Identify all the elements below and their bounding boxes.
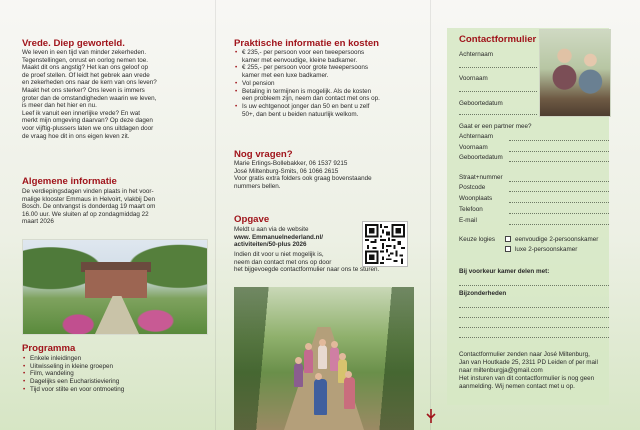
field-label: Straat+nummer <box>459 174 503 181</box>
input-line-bijzonderheden-1[interactable] <box>459 307 609 308</box>
text-line: We leven in een tijd van minder zekerheden. <box>22 49 147 56</box>
heading-contactformulier: Contactformulier <box>459 34 537 45</box>
text-line: • Vol pension <box>242 79 275 87</box>
heading-praktische-informatie: Praktische informatie en kosten <box>234 38 380 49</box>
text-line: 16.00 uur. We sluiten af op zondagmiddag 22 <box>22 210 149 218</box>
heading-algemene-informatie: Algemene informatie <box>22 176 117 187</box>
input-line-partner-geboortedatum[interactable] <box>509 161 609 162</box>
list-item <box>234 88 414 103</box>
field-label: E-mail <box>459 217 477 224</box>
field-label: Achternaam <box>459 51 493 58</box>
list-item: • Dagelijks een Eucharistieviering <box>22 378 124 386</box>
list-item <box>234 103 414 118</box>
text-line: • € 255,- per persoon voor grote tweepersoons <box>242 64 369 72</box>
option-label: luxe 2-persoonskamer <box>515 246 578 253</box>
input-line-email[interactable] <box>509 224 609 225</box>
photo-detail <box>318 345 327 369</box>
photo-detail <box>85 270 147 298</box>
photo-detail <box>344 377 355 409</box>
logo-mark-icon <box>426 408 436 424</box>
text-line: Contactformulier zenden naar José Miltenburg, <box>459 351 590 358</box>
list-item <box>234 80 414 88</box>
text-line: Meldt u aan via de website <box>234 226 309 233</box>
input-line-voorkeur[interactable] <box>459 285 609 286</box>
text-line: Het insturen van dit contactformulier is nog geen <box>459 374 595 382</box>
email-link[interactable]: naar miltenburgja@gmail.com <box>459 366 543 374</box>
website-link[interactable]: www. Emmanuelnederland.nl/ <box>234 233 323 241</box>
list-item: • Film, wandeling <box>22 370 124 378</box>
field-label: Geboortedatum <box>459 154 503 161</box>
text-line: het bijgevoegde contactformulier naar ons te sturen. <box>234 266 380 274</box>
vrede-text <box>22 49 208 140</box>
text-line: malige klooster Emmaus in Helvoirt, vlakbij Den <box>22 195 155 203</box>
keuze-option-luxe[interactable] <box>505 246 577 254</box>
text-line: • Betaling in termijnen is mogelijk. Als de kosten <box>242 87 372 95</box>
photo-monastery <box>22 239 208 335</box>
keuze-option-eenvoudig[interactable] <box>505 236 598 244</box>
text-line: 50+, dan bent u beiden natuurlijk welkom. <box>242 110 359 118</box>
website-link[interactable]: activiteiten/50-plus 2026 <box>234 241 307 249</box>
text-line: de proef stellen. Of leidt het gebrek aan vrede <box>22 71 150 79</box>
opgave-intro <box>234 226 362 249</box>
list-item <box>234 49 414 64</box>
field-label: Voornaam <box>459 144 488 151</box>
input-line-postcode[interactable] <box>509 191 609 192</box>
text-line: De verdiepingsdagen vinden plaats in het voor- <box>22 188 154 195</box>
field-label: Achternaam <box>459 133 493 140</box>
nog-vragen-text <box>234 160 414 190</box>
text-line: Indien dit voor u niet mogelijk is, <box>234 251 324 258</box>
text-line: de vraag hoe dit in ons eigen leven zit. <box>22 132 130 140</box>
text-line: Marie Erlings-Bollebakker, 06 1537 9215 <box>234 160 348 167</box>
input-line-straat[interactable] <box>509 181 609 182</box>
text-line: • € 235,- per persoon voor een tweepersoons <box>242 49 365 56</box>
checkbox-eenvoudig[interactable] <box>505 236 511 242</box>
voorkeur-label: Bij voorkeur kamer delen met: <box>459 268 550 275</box>
text-line: en zekerheden ons naar de kern van ons leven? <box>22 79 157 87</box>
text-line: kamer met een luxe badkamer. <box>242 72 329 80</box>
partner-question: Gaat er een partner mee? <box>459 123 532 130</box>
text-line: Bosch. De ontvangst is donderdag 19 maart om <box>22 203 156 211</box>
text-line: een probleem zijn, neem dan contact met ons op. <box>242 95 380 103</box>
text-line: Maakt dit ons angstig? Het kan ons geloof op <box>22 64 149 72</box>
input-line-voornaam[interactable] <box>459 91 537 92</box>
text-line: Voor gratis extra folders ook graag bovenstaande <box>234 175 372 183</box>
column-middle <box>234 0 414 430</box>
column-right <box>447 0 625 430</box>
photo-detail <box>294 363 303 387</box>
input-line-bijzonderheden-4[interactable] <box>459 337 609 338</box>
input-line-telefoon[interactable] <box>509 213 609 214</box>
heading-programma: Programma <box>22 343 76 354</box>
text-line: Leef ik vanuit een innerlijke vrede? En wat <box>22 109 140 117</box>
bijzonderheden-label: Bijzonderheden <box>459 290 507 297</box>
text-line: is meer dan het hier en nu. <box>22 102 97 110</box>
text-line: maart 2026 <box>22 218 54 226</box>
algemene-informatie-text <box>22 188 208 226</box>
form-footer-text <box>459 351 619 391</box>
checkbox-luxe[interactable] <box>505 246 511 252</box>
photo-walking-group <box>234 287 414 430</box>
fold-line <box>430 0 431 430</box>
column-left <box>22 0 208 430</box>
input-line-achternaam[interactable] <box>459 67 537 68</box>
input-line-partner-voornaam[interactable] <box>509 151 609 152</box>
text-line: Jan van Houtkade 25, 2311 PD Leiden of per mail <box>459 358 598 366</box>
heading-vrede: Vrede. Diep geworteld. <box>22 38 125 49</box>
fold-line <box>215 0 216 430</box>
list-item: • Tijd voor stilte en voor ontmoeting <box>22 386 124 394</box>
field-label: Voornaam <box>459 75 488 82</box>
text-line: Tegenstellingen, onrust en oorlog nemen toe. <box>22 56 149 64</box>
photo-two-women <box>539 29 611 117</box>
text-line: merkt mijn omgeving daarvan? Op deze dagen <box>22 117 153 125</box>
field-label: Telefoon <box>459 206 483 213</box>
text-line: Maakt het ons sterker? Ons leven is immers <box>22 86 145 94</box>
field-label: Postcode <box>459 184 486 191</box>
photo-detail <box>304 349 313 373</box>
input-line-woonplaats[interactable] <box>509 202 609 203</box>
programma-list <box>22 355 124 394</box>
list-item <box>234 64 414 79</box>
input-line-geboortedatum[interactable] <box>459 114 537 115</box>
text-line: groter dan de omstandigheden waarin we leven, <box>22 94 157 102</box>
praktische-list <box>234 49 414 118</box>
field-label: Geboortedatum <box>459 100 503 107</box>
input-line-bijzonderheden-3[interactable] <box>459 327 609 328</box>
heading-opgave: Opgave <box>234 214 270 225</box>
text-line: aanmelding. Wij nemen contact met u op. <box>459 382 575 390</box>
text-line: voor vijftig-plussers laten we ons uitdagen door <box>22 124 154 132</box>
keuze-logies-label: Keuze logies <box>459 236 496 243</box>
text-line: kamer met eenvoudige, kleine badkamer. <box>242 56 358 64</box>
text-line: • Is uw echtgenoot jonger dan 50 en bent u zelf <box>242 102 370 110</box>
list-item: • Uitwisseling in kleine groepen <box>22 363 124 371</box>
text-line: José Miltenburg-Smits, 06 1066 2615 <box>234 167 339 175</box>
photo-detail <box>314 379 327 415</box>
text-line: nummers bellen. <box>234 182 281 190</box>
text-line: neem dan contact met ons op door <box>234 258 332 266</box>
opgave-text <box>234 251 414 274</box>
photo-detail <box>95 296 139 334</box>
option-label: eenvoudige 2-persoonskamer <box>515 236 599 243</box>
input-line-partner-achternaam[interactable] <box>509 140 609 141</box>
input-line-bijzonderheden-2[interactable] <box>459 317 609 318</box>
field-label: Woonplaats <box>459 195 493 202</box>
heading-nog-vragen: Nog vragen? <box>234 149 293 160</box>
list-item: • Enkele inleidingen <box>22 355 124 363</box>
